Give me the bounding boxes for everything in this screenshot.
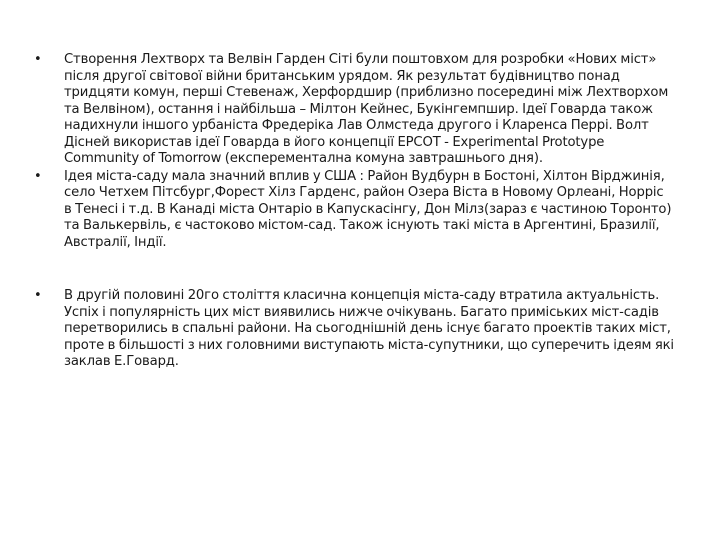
- bullet-icon: •: [34, 168, 42, 184]
- bullet-item-usa-influence: [34, 169, 674, 252]
- bullet-icon: •: [34, 52, 42, 67]
- bullet-text: Ідея міста-саду мала значний вплив у США : Район Вудбурн в Бостоні, Хілтон Вірджинія, село Четхем Пітсбург,Форест Хілз Гарденс, район Озера Віста в Новому Орлеані, Норріс в Тенесі і т.д. В Канаді міста Онтаріо в Капускасінгу, Дон Мілз(зараз є частиною Торонто) та Валькервіль, є частоково містом-сад. Також існують такі міста в Аргентині, Бразилії, Австралії, Індії.: [64, 168, 672, 250]
- bullet-text: Створення Лехтворх та Велвін Гарден Сіті були поштовхом для розробки «Нових міст» після другої світової війни британським урядом. Як результат будівництво понад тридцяти комун, перші Стевенаж, Херфордшир (приблизно посередині між Лехтворхом та Велвіном), остання і найбільша – Мілтон Кейнес, Букінгемпшир. Ідеї Говарда також надихнули іншого урбаніста Фредеріка Лав Олмстеда другого і Кларенса Перрі. Волт Дісней використав ідеї Говарда в його концепції EPCOT - Experimental Prototype Community of Tomorrow (експерементална комуна завтрашнього дня).: [64, 52, 669, 166]
- bullet-item-decline: [34, 288, 674, 371]
- bullet-list: [34, 52, 674, 371]
- bullet-icon: •: [34, 288, 42, 303]
- bullet-text: В другій половині 20го століття класична концепція міста-саду втратила актуальність. Успіх і популярність цих міст виявились нижче очікувань. Багато приміських міст-садів перетворились в спальні райони. На сьогоднішній день існує багато проектів таких міст, проте в більшості з них головними виступають міста-супутники, що суперечить ідеям які заклав Е.Говард.: [64, 288, 674, 369]
- bullet-item-new-towns: [34, 52, 674, 168]
